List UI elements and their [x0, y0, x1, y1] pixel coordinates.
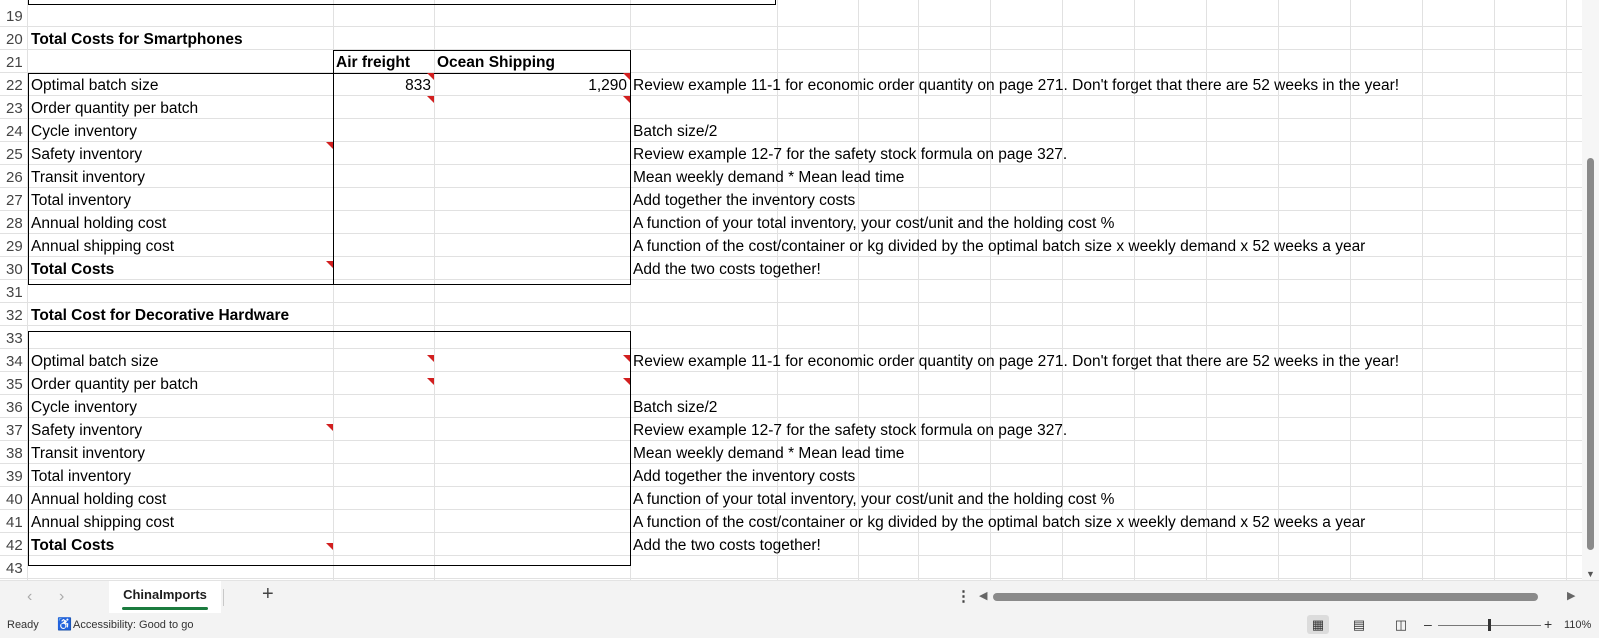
cell-ocean-shipping[interactable] — [434, 27, 630, 50]
more-options-icon[interactable]: ⋮ — [956, 588, 971, 605]
sheet-tab-label: ChinaImports — [123, 587, 207, 602]
cell-note[interactable]: Review example 11-1 for economic order quantity on page 271. Don't forget that there are 52 weeks in the year! — [633, 77, 1400, 94]
comment-indicator[interactable] — [326, 142, 333, 149]
cell-label[interactable]: Total Costs — [31, 537, 115, 554]
comment-indicator[interactable] — [326, 424, 333, 431]
cell-label[interactable]: Total inventory — [31, 192, 131, 209]
sheet-row — [0, 50, 1582, 73]
cell-air-freight[interactable] — [333, 27, 434, 50]
cell-note[interactable]: A function of the cost/container or kg divided by the optimal batch size x weekly demand x 52 weeks a year — [633, 238, 1366, 255]
sheet-tab-chinaimports[interactable] — [109, 581, 221, 613]
row-number[interactable]: 43 — [6, 560, 23, 577]
cell-label[interactable]: Cycle inventory — [31, 399, 137, 416]
row-number[interactable]: 19 — [6, 8, 23, 25]
table-border-top-fragment — [28, 0, 776, 5]
zoom-level[interactable]: 110% — [1564, 619, 1592, 631]
comment-indicator[interactable] — [623, 73, 630, 80]
cell-note[interactable]: Review example 12-7 for the safety stock formula on page 327. — [633, 146, 1068, 163]
cell-air-freight[interactable]: 833 — [405, 77, 431, 94]
cell-note[interactable]: Add together the inventory costs — [633, 468, 856, 485]
row-number[interactable]: 30 — [6, 261, 23, 278]
cell-note[interactable]: Review example 11-1 for economic order quantity on page 271. Don't forget that there are 52 weeks in the year! — [633, 353, 1400, 370]
zoom-in-button[interactable]: + — [1544, 616, 1553, 632]
comment-indicator[interactable] — [623, 378, 630, 385]
cell-note[interactable]: Batch size/2 — [633, 399, 718, 416]
cell-label[interactable]: Safety inventory — [31, 146, 143, 163]
comment-indicator[interactable] — [427, 378, 434, 385]
cell-label[interactable] — [28, 50, 333, 73]
cell-note[interactable]: A function of your total inventory, your cost/unit and the holding cost % — [633, 215, 1115, 232]
row-number[interactable]: 25 — [6, 146, 23, 163]
status-bar — [0, 613, 1599, 638]
cell-note[interactable] — [630, 4, 633, 27]
cell-label[interactable]: Total Cost for Decorative Hardware — [31, 307, 290, 324]
tab-divider — [223, 589, 224, 606]
cell-air-freight[interactable] — [333, 303, 434, 326]
sheet-tab-bar — [0, 580, 1599, 613]
row-number[interactable]: 20 — [6, 31, 23, 48]
row-number[interactable]: 22 — [6, 77, 23, 94]
smartphones-label-column-border — [28, 73, 631, 285]
cell-label[interactable]: Annual shipping cost — [31, 514, 175, 531]
row-number[interactable]: 37 — [6, 422, 23, 439]
cell-label[interactable]: Safety inventory — [31, 422, 143, 439]
comment-indicator[interactable] — [326, 261, 333, 268]
cell-label[interactable]: Annual holding cost — [31, 491, 167, 508]
cell-ocean-shipping[interactable] — [434, 4, 630, 27]
row-number[interactable]: 21 — [6, 54, 23, 71]
scroll-left-arrow-icon[interactable]: ◀ — [979, 590, 988, 602]
cell-label[interactable]: Total inventory — [31, 468, 131, 485]
accessibility-icon[interactable]: ♿ — [57, 617, 72, 631]
accessibility-status[interactable]: Accessibility: Good to go — [73, 619, 194, 631]
comment-indicator[interactable] — [623, 96, 630, 103]
row-number[interactable]: 31 — [6, 284, 23, 301]
zoom-out-button[interactable]: – — [1424, 616, 1432, 632]
horizontal-scrollbar-thumb[interactable] — [993, 593, 1538, 601]
comment-indicator[interactable] — [427, 73, 434, 80]
prev-sheet-icon[interactable]: ‹ — [27, 588, 33, 605]
row-number[interactable]: 38 — [6, 445, 23, 462]
cell-label[interactable]: Order quantity per batch — [31, 376, 199, 393]
row-number[interactable]: 26 — [6, 169, 23, 186]
comment-indicator[interactable] — [427, 355, 434, 362]
hardware-cost-table-border — [28, 331, 631, 566]
cell-label[interactable]: Total Costs for Smartphones — [31, 31, 243, 48]
row-number[interactable]: 28 — [6, 215, 23, 232]
cell-note[interactable] — [630, 303, 633, 326]
cell-ocean-shipping[interactable] — [434, 303, 630, 326]
row-number[interactable]: 32 — [6, 307, 23, 324]
scroll-down-arrow-icon[interactable]: ▼ — [1586, 569, 1595, 579]
page-break-view-icon[interactable]: ◫ — [1394, 617, 1408, 632]
cell-label[interactable]: Annual holding cost — [31, 215, 167, 232]
cell-ocean-shipping[interactable]: Ocean Shipping — [437, 54, 555, 71]
sheet-row — [0, 303, 1582, 326]
comment-indicator[interactable] — [326, 543, 333, 550]
row-number[interactable]: 42 — [6, 537, 23, 554]
status-ready-text: Ready — [7, 619, 39, 631]
cell-note[interactable]: Batch size/2 — [633, 123, 718, 140]
cell-note[interactable]: Add the two costs together! — [633, 537, 821, 554]
cell-note[interactable]: Add the two costs together! — [633, 261, 821, 278]
add-sheet-button[interactable]: + — [262, 583, 274, 605]
cell-label[interactable]: Order quantity per batch — [31, 100, 199, 117]
row-number[interactable]: 23 — [6, 100, 23, 117]
cell-label[interactable]: Total Costs — [31, 261, 115, 278]
row-number[interactable]: 36 — [6, 399, 23, 416]
row-number[interactable]: 24 — [6, 123, 23, 140]
vertical-scrollbar-thumb[interactable] — [1587, 158, 1594, 550]
cell-label[interactable] — [28, 4, 333, 27]
cell-label[interactable]: Transit inventory — [31, 445, 145, 462]
row-number[interactable]: 34 — [6, 353, 23, 370]
comment-indicator[interactable] — [427, 96, 434, 103]
scroll-right-arrow-icon[interactable]: ▶ — [1567, 590, 1576, 602]
row-number[interactable]: 33 — [6, 330, 23, 347]
cell-label[interactable]: Optimal batch size — [31, 77, 159, 94]
vertical-scrollbar[interactable] — [1582, 0, 1599, 580]
row-number[interactable]: 41 — [6, 514, 23, 531]
cell-air-freight[interactable]: Air freight — [336, 54, 411, 71]
cell-label[interactable]: Annual shipping cost — [31, 238, 175, 255]
cell-label[interactable]: Transit inventory — [31, 169, 145, 186]
cell-note[interactable]: Add together the inventory costs — [633, 192, 856, 209]
sheet-row — [0, 27, 1582, 50]
page-layout-view-icon[interactable]: ▤ — [1352, 617, 1366, 632]
next-sheet-icon[interactable]: › — [59, 588, 65, 605]
cell-note[interactable]: Mean weekly demand * Mean lead time — [633, 445, 905, 462]
active-tab-underline — [122, 607, 208, 610]
sheet-row — [0, 4, 1582, 27]
row-number[interactable]: 27 — [6, 192, 23, 209]
cell-air-freight[interactable] — [333, 4, 434, 27]
row-number[interactable]: 39 — [6, 468, 23, 485]
normal-view-icon[interactable]: ▦ — [1307, 615, 1329, 634]
row-number[interactable]: 29 — [6, 238, 23, 255]
cell-note[interactable]: A function of your total inventory, your cost/unit and the holding cost % — [633, 491, 1115, 508]
cell-note[interactable]: Mean weekly demand * Mean lead time — [633, 169, 905, 186]
cell-label[interactable]: Optimal batch size — [31, 353, 159, 370]
cell-note[interactable] — [630, 27, 633, 50]
cell-note[interactable]: A function of the cost/container or kg divided by the optimal batch size x weekly demand x 52 weeks a year — [633, 514, 1366, 531]
cell-ocean-shipping[interactable]: 1,290 — [588, 77, 627, 94]
comment-indicator[interactable] — [623, 355, 630, 362]
row-number[interactable]: 35 — [6, 376, 23, 393]
cell-note[interactable]: Review example 12-7 for the safety stock formula on page 327. — [633, 422, 1068, 439]
row-number[interactable]: 40 — [6, 491, 23, 508]
zoom-slider-thumb[interactable] — [1488, 619, 1491, 631]
cell-label[interactable]: Cycle inventory — [31, 123, 137, 140]
